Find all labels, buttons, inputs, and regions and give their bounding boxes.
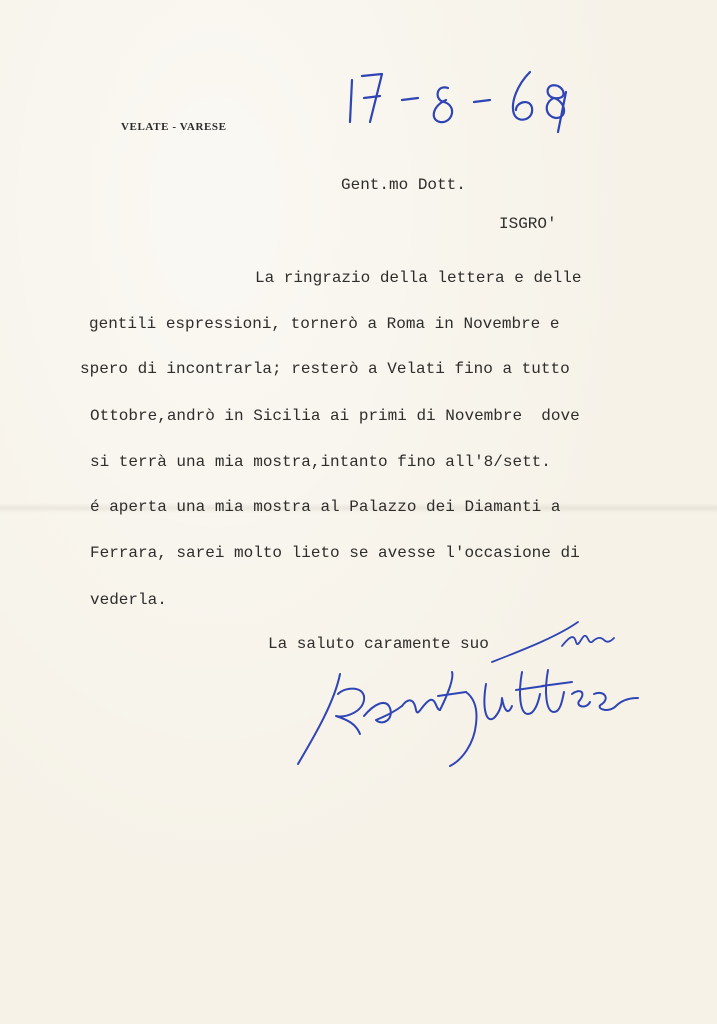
body-line: La ringrazio della lettera e delle <box>255 269 582 287</box>
closing-line: La saluto caramente suo <box>268 635 489 653</box>
body-line: si terrà una mia mostra,intanto fino all'8/sett. <box>90 453 551 471</box>
letterhead-address: VELATE - VARESE <box>121 121 227 133</box>
body-line: é aperta una mia mostra al Palazzo dei Diamanti a <box>90 498 561 516</box>
body-line: Ferrara, sarei molto lieto se avesse l'occasione di <box>90 544 580 562</box>
salutation-line-2: ISGRO' <box>499 215 557 233</box>
signature <box>290 664 650 774</box>
body-line: spero di incontrarla; resterò a Velati fino a tutto <box>80 360 570 378</box>
salutation-line-1: Gent.mo Dott. <box>341 176 466 194</box>
handwritten-date <box>340 62 590 142</box>
body-line: Ottobre,andrò in Sicilia ai primi di Novembre dove <box>90 407 580 425</box>
handwritten-suo <box>488 618 618 668</box>
body-line: gentili espressioni, tornerò a Roma in Novembre e <box>89 315 560 333</box>
body-line: vederla. <box>90 591 167 609</box>
